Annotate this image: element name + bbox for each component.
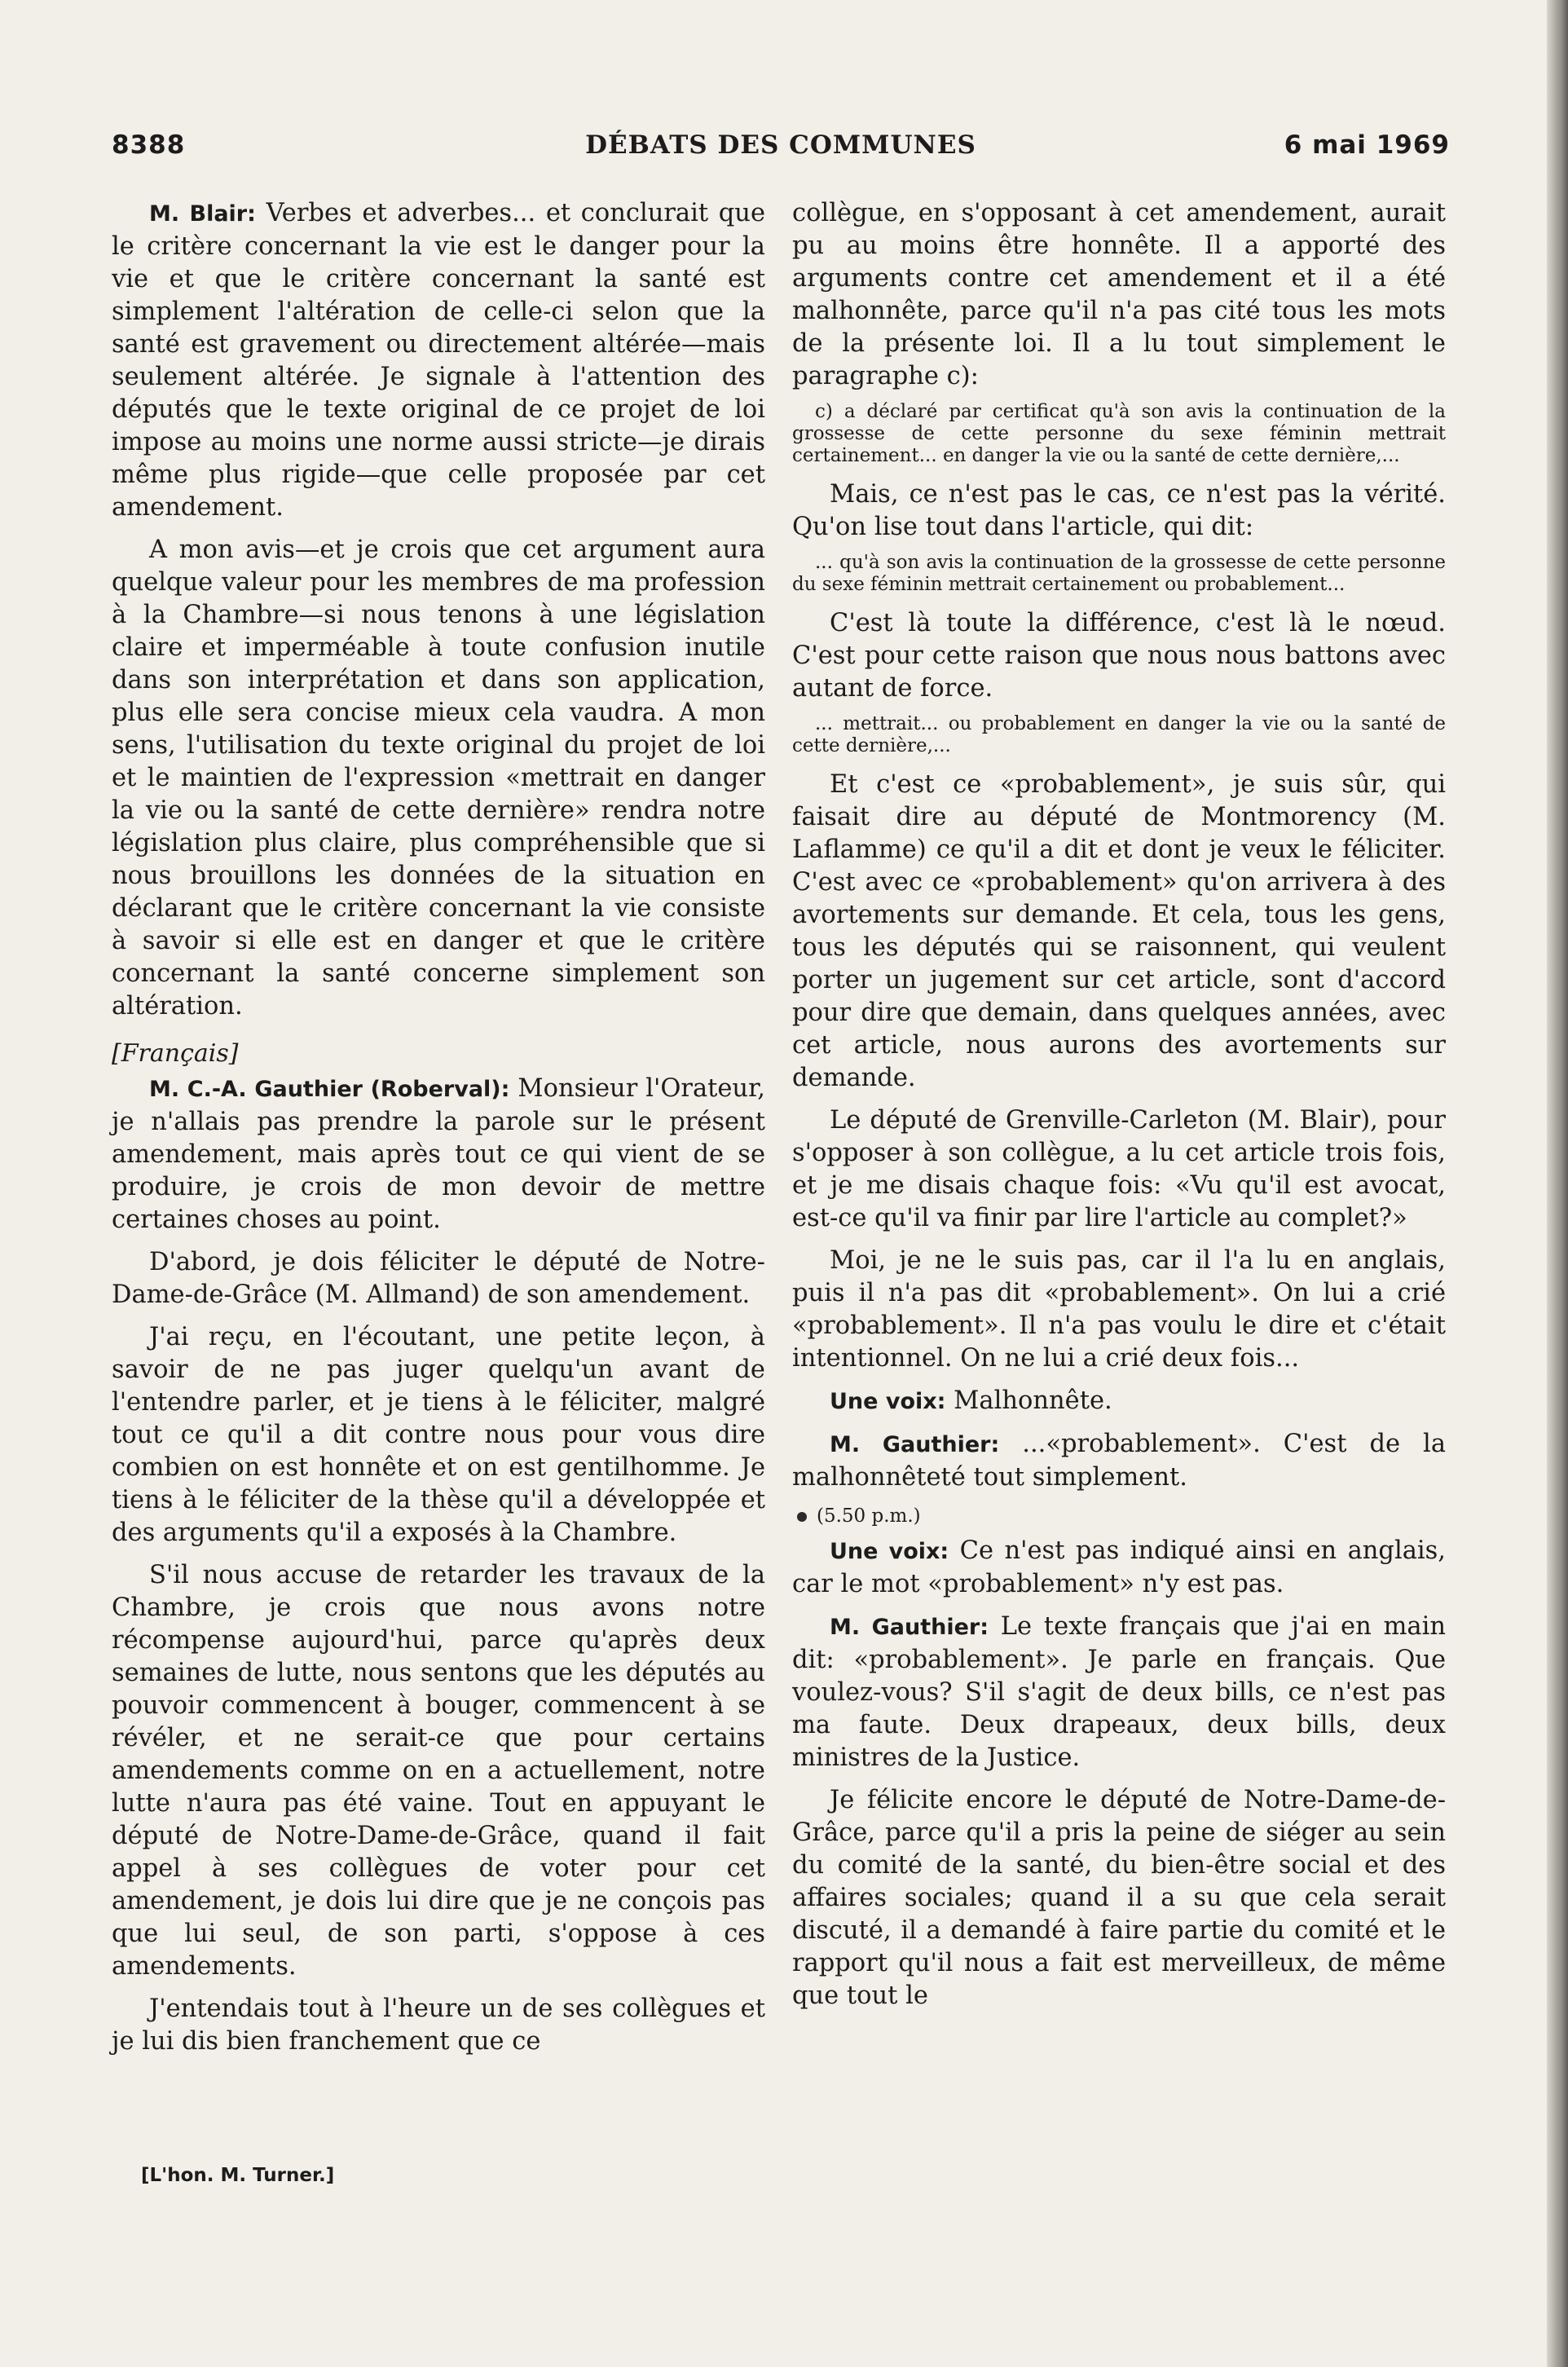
paragraph: Et c'est ce «probablement», je suis sûr, qui faisait dire au député de Montmorency (M. Laflamme) ce qu'il a dit et dont je veux le féliciter. C'est avec ce «probablement» qu'on arrivera à des avortements sur demande. Et cela, tous les gens, tous les députés qui se raisonnent, qui veulent porter un jugement sur cet article, sont d'accord pour dire que demain, dans quelques années, avec cet article, nous aurons des avortements sur demande. <box>792 770 1446 1092</box>
paragraph: M. C.-A. Gauthier (Roberval): Monsieur l'Orateur, je n'allais pas prendre la parole sur le présent amendement, mais après tout ce qui vient de se produire, je crois de mon devoir de mettre certaines choses au point. <box>112 1074 765 1234</box>
paragraph: D'abord, je dois féliciter le député de Notre-Dame-de-Grâce (M. Allmand) de son amendement. <box>112 1248 765 1309</box>
paragraph: Une voix: Ce n'est pas indiqué ainsi en anglais, car le mot «probablement» n'y est pas. <box>792 1536 1446 1598</box>
block-quote: c) a déclaré par certificat qu'à son avis la continuation de la grossesse de cette personne du sexe féminin mettrait certainement... en danger la vie ou la santé de cette dernière,... <box>792 401 1446 466</box>
page-spine-shadow <box>1547 0 1568 2367</box>
footer-speaker-note: [L'hon. M. Turner.] <box>141 2165 335 2186</box>
speaker-name: Une voix: <box>830 1539 949 1564</box>
speaker-name: M. C.-A. Gauthier (Roberval): <box>149 1077 510 1102</box>
speaker-name: M. Gauthier: <box>830 1432 1000 1457</box>
language-tag: [Français] <box>112 1039 239 1068</box>
time-marker: (5.50 p.m.) <box>792 1505 1446 1527</box>
block-quote: ... qu'à son avis la continuation de la grossesse de cette personne du sexe féminin mettrait certainement ou probablement... <box>792 552 1446 595</box>
page-date: 6 mai 1969 <box>1284 130 1450 160</box>
paragraph: C'est là toute la différence, c'est là le nœud. C'est pour cette raison que nous nous battons avec autant de force. <box>792 609 1446 703</box>
paragraph: M. Gauthier: ...«probablement». C'est de la malhonnêteté tout simplement. <box>792 1430 1447 1492</box>
paragraph: collègue, en s'opposant à cet amendement, aurait pu au moins être honnête. Il a apporté des arguments contre cet amendement et il a été malhonnête, parce qu'il n'a pas cité tous les mots de la présente loi. Il a lu tout simplement le paragraphe c): <box>792 199 1446 390</box>
running-header <box>112 130 1450 171</box>
paragraph: Moi, je ne le suis pas, car il l'a lu en anglais, puis il n'a pas dit «probablement». On lui a crié «probablement». Il n'a pas voulu le dire et c'était intentionnel. On ne lui a crié deux fois... <box>792 1246 1446 1373</box>
paragraph: Une voix: Malhonnête. <box>830 1386 1112 1415</box>
paragraph: J'ai reçu, en l'écoutant, une petite leçon, à savoir de ne pas juger quelqu'un avant de l'entendre parler, et je tiens à le féliciter, malgré tout ce qu'il a dit contre nous pour vous dire combien on est honnête et on est gentilhomme. Je tiens à le féliciter de la thèse qu'il a développée et des arguments qu'il a exposés à la Chambre. <box>112 1323 765 1547</box>
speaker-name: Une voix: <box>830 1389 946 1414</box>
paragraph: J'entendais tout à l'heure un de ses collègues et je lui dis bien franchement que ce <box>112 1995 765 2056</box>
speaker-name: M. Blair: <box>149 201 256 227</box>
paragraph: S'il nous accuse de retarder les travaux de la Chambre, je crois que nous avons notre récompense aujourd'hui, parce qu'après deux semaines de lutte, nous sentons que les députés au pouvoir commencent à bouger, commencent à se révéler, et ne serait-ce que pour certains amendements comme on en a actuellement, notre lutte n'aura pas été vaine. Tout en appuyant le député de Notre-Dame-de-Grâce, quand il fait appel à ses collègues de voter pour cet amendement, je dois lui dire que je ne conçois pas que lui seul, de son parti, s'oppose à ces amendements. <box>112 1561 765 1981</box>
page-number: 8388 <box>112 130 186 160</box>
speaker-name: M. Gauthier: <box>830 1615 989 1640</box>
paragraph: M. Gauthier: Le texte français que j'ai en main dit: «probablement». Je parle en français. Que voulez-vous? S'il s'agit de deux bills, ce n'est pas ma faute. Deux drapeaux, deux bills, deux ministres de la Justice. <box>792 1612 1447 1772</box>
block-quote: ... mettrait... ou probablement en danger la vie ou la santé de cette dernière,... <box>792 713 1446 756</box>
paragraph: Mais, ce n'est pas le cas, ce n'est pas la vérité. Qu'on lise tout dans l'article, qui dit: <box>792 480 1446 541</box>
right-column <box>792 197 1446 2012</box>
paragraph: A mon avis—et je crois que cet argument aura quelque valeur pour les membres de ma profession à la Chambre—si nous tenons à une législation claire et imperméable à toute confusion inutile dans son interprétation et dans son application, plus elle sera concise mieux cela vaudra. A mon sens, l'utilisation du texte original du projet de loi et le maintien de l'expression «mettrait en danger la vie ou la santé de cette dernière» rendra notre législation plus claire, plus compréhensible que si nous brouillons les données de la situation en déclarant que le critère concernant la vie consiste à savoir si elle est en danger et que le critère concernant la santé concerne simplement son altération. <box>112 536 765 1020</box>
publication-title: DÉBATS DES COMMUNES <box>585 130 976 160</box>
left-column <box>112 197 765 2058</box>
paragraph: Je félicite encore le député de Notre-Dame-de-Grâce, parce qu'il a pris la peine de siéger au sein du comité de la santé, du bien-être social et des affaires sociales; quand il a su que cela serait discuté, il a demandé à faire partie du comité et le rapport qu'il nous a fait est merveilleux, de même que tout le <box>792 1786 1446 2010</box>
paragraph: M. Blair: Verbes et adverbes... et conclurait que le critère concernant la vie est le danger pour la vie et que le critère concernant la santé est simplement l'altération de celle-ci selon que la santé est gravement ou directement altérée—mais seulement altérée. Je signale à l'attention des députés que le texte original de ce projet de loi impose au moins une norme aussi stricte—je dirais même plus rigide—que celle proposée par cet amendement. <box>112 199 765 522</box>
bullet-icon <box>797 1512 807 1522</box>
paragraph: Le député de Grenville-Carleton (M. Blair), pour s'opposer à son collègue, a lu cet article trois fois, et je me disais chaque fois: «Vu qu'il est avocat, est-ce qu'il va finir par lire l'article au complet?» <box>792 1106 1446 1232</box>
